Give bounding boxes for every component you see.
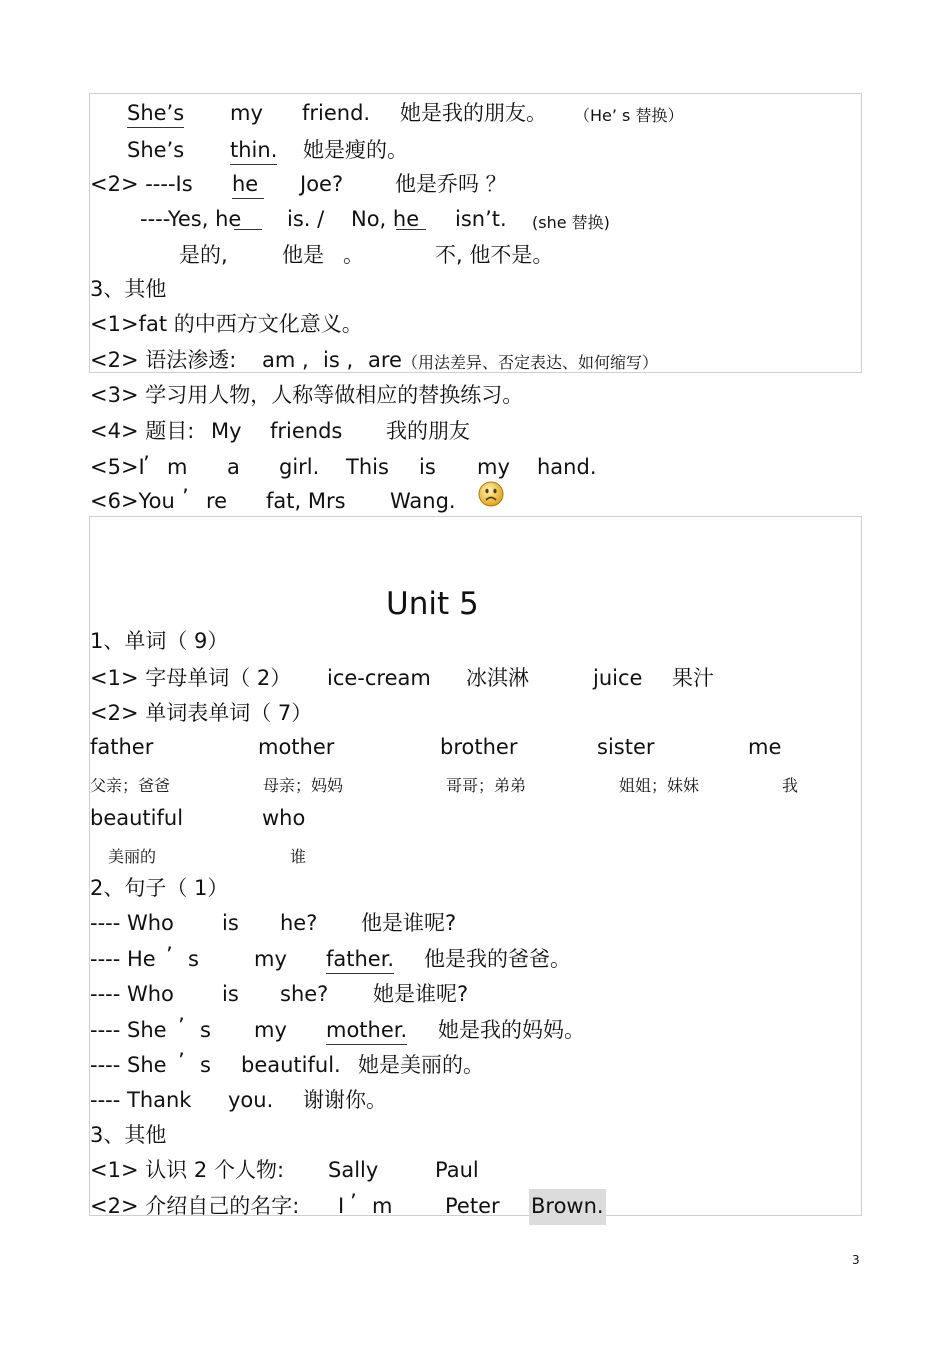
practice-item: <3> 学习用人物，人称等做相应的替换练习。 (90, 383, 524, 407)
name-intro-i: I (338, 1194, 345, 1218)
vocab-me-zh: 我 (782, 776, 799, 795)
shes-word-2: She’s (127, 138, 185, 162)
dialog4-my: my (254, 1018, 287, 1042)
apostrophe-1: ’ (143, 452, 150, 476)
dialog2-father: father. (326, 946, 394, 974)
dialog1-who: ---- Who (90, 911, 174, 935)
period-mark: 。 (343, 243, 364, 267)
dialog4-mother: mother. (326, 1017, 407, 1045)
dialog5-apostrophe: ’ (178, 1049, 185, 1073)
question-label: <2> ----Is (90, 172, 193, 196)
sad-face-icon (478, 481, 504, 507)
she-replace-note: (she 替换) (532, 213, 610, 232)
blank-line-2 (396, 206, 426, 230)
dialog5-beautiful: beautiful. (241, 1053, 341, 1077)
is-word: is. / (287, 207, 325, 231)
juice-translation: 果汁 (672, 666, 714, 690)
dialog6-translation: 谢谢你。 (303, 1088, 387, 1112)
table-words-heading: <2> 单词表单词（ 7） (90, 701, 313, 725)
he-word: he (232, 171, 264, 199)
dialog4-apostrophe: ’ (178, 1014, 185, 1038)
dialog4-she: ---- She (90, 1018, 167, 1042)
name-intro-label: <2> 介绍自己的名字: (90, 1194, 300, 1218)
dialog2-apostrophe: ’ (166, 943, 173, 967)
dialog3-who: ---- Who (90, 982, 174, 1006)
is-word-2: is , (323, 348, 354, 372)
sentence-heading: 2、句子（ 1） (90, 876, 229, 900)
dialog2-he: ---- He (90, 947, 156, 971)
blank-line-1 (234, 206, 262, 230)
girl-sentence-i: <5>I (90, 455, 145, 479)
page-number: 3 (852, 1253, 860, 1267)
vocab-father: father (90, 735, 154, 759)
girl-sentence-this: This (346, 455, 389, 479)
fat-sentence-you: <6>You (90, 489, 175, 513)
my-word: my (230, 101, 263, 125)
grammar-label: <2> 语法渗透: (90, 348, 237, 372)
dialog3-is: is (222, 982, 239, 1006)
he-is-translation: 他是 (282, 243, 324, 267)
juice-word: juice (593, 666, 643, 690)
characters-label: <1> 认识 2 个人物: (90, 1158, 285, 1182)
vocab-brother: brother (440, 735, 518, 759)
fat-sentence-re: re (206, 489, 228, 513)
topic-friends: friends (270, 419, 343, 443)
dialog4-s: s (200, 1018, 211, 1042)
friend-word: friend. (302, 101, 371, 125)
dialog4-translation: 她是我的妈妈。 (438, 1018, 585, 1042)
topic-translation: 我的朋友 (386, 419, 470, 443)
thin-translation: 她是瘦的。 (303, 138, 408, 162)
girl-sentence-m: m (167, 455, 188, 479)
character-paul: Paul (435, 1158, 479, 1182)
fat-sentence-wang: Wang. (390, 489, 456, 513)
fat-culture-item: <1>fat 的中西方文化意义。 (90, 312, 363, 336)
vocab-me: me (748, 735, 782, 759)
character-sally: Sally (328, 1158, 379, 1182)
dialog2-my: my (254, 947, 287, 971)
dialog3-she: she? (280, 982, 329, 1006)
topic-my: My (211, 419, 242, 443)
no-answer: No, he (351, 207, 420, 231)
name-intro-brown: Brown. (529, 1189, 606, 1225)
name-intro-peter: Peter (445, 1194, 500, 1218)
vocab-father-zh: 父亲；爸爸 (90, 776, 171, 795)
am-word: am , (262, 348, 309, 372)
topic-label: <4> 题目: (90, 419, 195, 443)
girl-sentence-a: a (227, 455, 240, 479)
icecream-word: ice-cream (327, 666, 431, 690)
vocab-sister: sister (597, 735, 655, 759)
shes-word: She’s (127, 100, 184, 128)
vocab-beautiful: beautiful (90, 806, 184, 830)
dialog5-s: s (200, 1053, 211, 1077)
girl-sentence-my: my (477, 455, 510, 479)
other-heading-2: 3、其他 (90, 1123, 167, 1147)
other-heading-1: 3、其他 (90, 277, 167, 301)
vocab-who-zh: 谁 (290, 847, 307, 866)
girl-sentence-girl: girl. (279, 455, 320, 479)
girl-sentence-is: is (419, 455, 436, 479)
thin-word: thin. (230, 137, 277, 165)
yes-translation: 是的, (179, 243, 228, 267)
replace-note: （He’ s 替换） (574, 106, 684, 125)
fat-sentence-fat-mrs: fat, Mrs (266, 489, 346, 513)
icecream-translation: 冰淇淋 (466, 666, 529, 690)
vocab-who: who (262, 806, 306, 830)
unit-title: Unit 5 (386, 586, 479, 622)
dialog6-you: you. (228, 1088, 274, 1112)
joe-translation: 他是乔吗 ？ (395, 172, 507, 196)
dialog6-thank: ---- Thank (90, 1088, 192, 1112)
yes-answer: ----Yes, he (140, 207, 242, 231)
dialog3-translation: 她是谁呢? (373, 982, 469, 1006)
apostrophe-2: ’ (182, 485, 189, 509)
dialog5-translation: 她是美丽的。 (358, 1053, 484, 1077)
vocab-brother-zh: 哥哥；弟弟 (446, 776, 527, 795)
isnt-word: isn’t. (455, 207, 507, 231)
letter-words-label: <1> 字母单词（ 2） (90, 666, 292, 690)
girl-sentence-hand: hand. (537, 455, 597, 479)
are-word: are (368, 348, 402, 372)
grammar-note: （用法差异、否定表达、如何缩写） (402, 353, 659, 372)
words-heading: 1、单词（ 9） (90, 629, 229, 653)
dialog2-translation: 他是我的爸爸。 (424, 947, 571, 971)
friend-translation: 她是我的朋友。 (400, 101, 547, 125)
name-intro-apostrophe: ’ (350, 1190, 357, 1214)
no-translation: 不, 他不是。 (435, 243, 554, 267)
dialog1-translation: 他是谁呢? (361, 911, 457, 935)
dialog5-she: ---- She (90, 1053, 167, 1077)
joe-word: Joe? (300, 172, 344, 196)
vocab-beautiful-zh: 美丽的 (108, 847, 157, 866)
dialog1-he: he? (280, 911, 318, 935)
name-intro-m: m (372, 1194, 393, 1218)
dialog2-s: s (188, 947, 199, 971)
vocab-sister-zh: 姐姐；妹妹 (619, 776, 700, 795)
vocab-mother-zh: 母亲；妈妈 (263, 776, 344, 795)
dialog1-is: is (222, 911, 239, 935)
vocab-mother: mother (258, 735, 335, 759)
